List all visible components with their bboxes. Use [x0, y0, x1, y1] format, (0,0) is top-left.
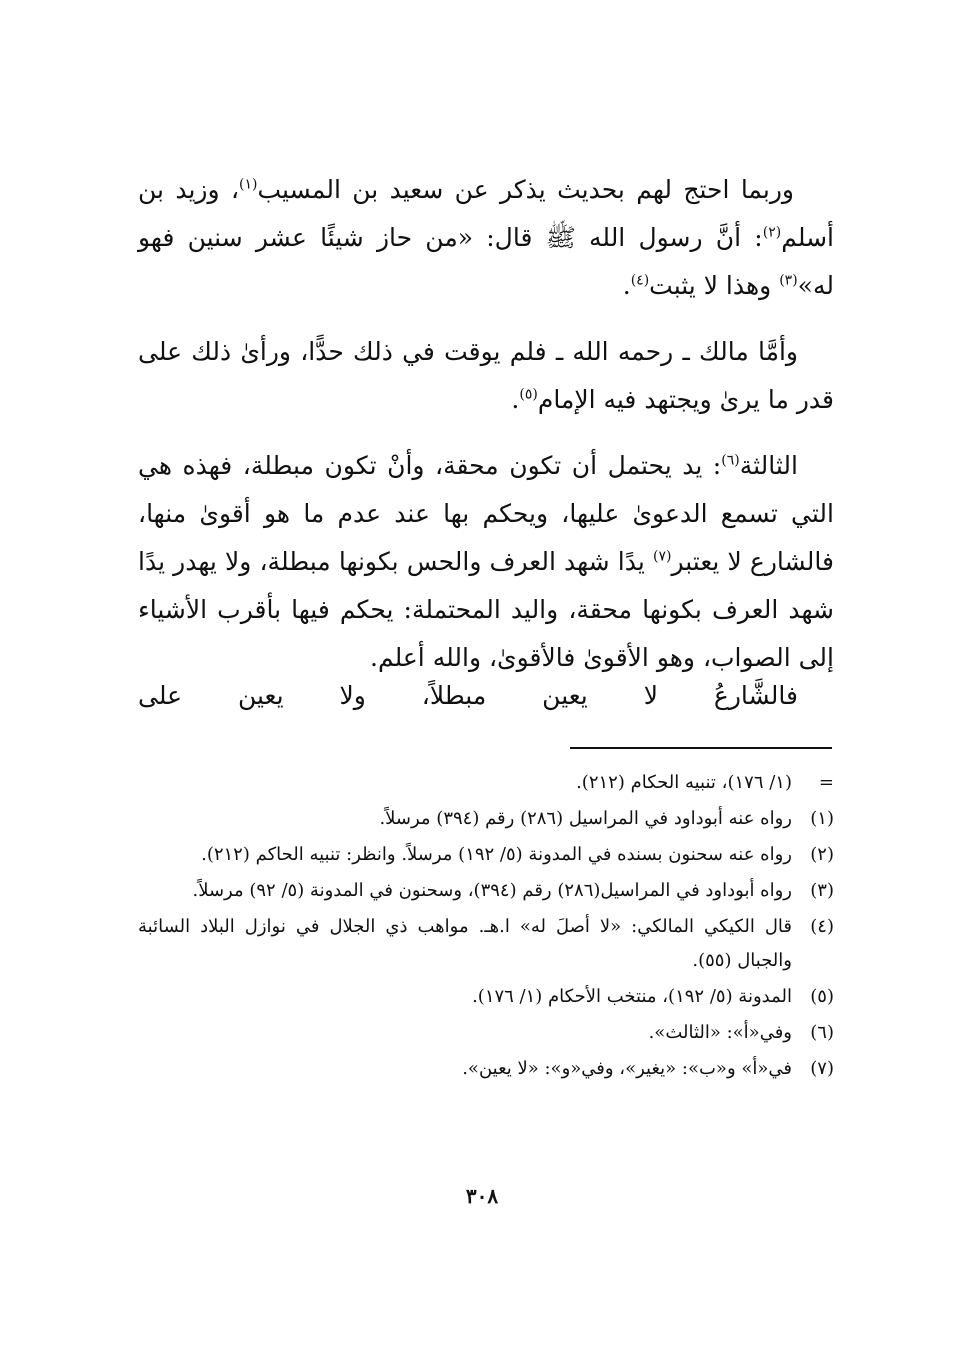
footnote-ref-1: (١) — [239, 176, 258, 193]
footnote-ref-2: (٢) — [762, 224, 782, 241]
footnote-divider — [570, 747, 832, 749]
paragraph-1-text-e: . — [622, 271, 631, 300]
paragraph-1-text-b: ، وزيد بن أسلم — [138, 175, 834, 252]
footnote-text: (١/ ١٧٦)، تنبيه الحكام (٢١٢). — [576, 772, 792, 793]
footnote-item — [138, 802, 834, 836]
paragraph-4: فالشَّارعُ لا يعين مبطلاً، ولا يعين على — [138, 681, 798, 710]
paragraph-3-text-c: يدًا شهد العرف والحس بكونها مبطلة، ولا يهدر يدًا شهد العرف بكونها محقة، واليد المحتملة: يحكم فيها بأقرب الأشياء إلى الصواب، وهو الأقوىٰ فالأقوىٰ، والله أعلم. — [138, 547, 834, 672]
footnote-ref-3: (٣) — [779, 272, 798, 289]
footnote-number: = — [818, 772, 834, 793]
paragraph-1-text-c: : أنَّ رسول الله ﷺ قال: «من حاز شيئًا عشر سنين فهو له» — [138, 223, 834, 300]
paragraph-2 — [138, 328, 834, 424]
paragraph-1-text-a: وربما احتج لهم بحديث يذكر عن سعيد بن المسيب — [257, 175, 794, 204]
footnotes — [138, 766, 834, 1088]
footnote-ref-7: (٧) — [652, 548, 672, 565]
paragraph-3 — [138, 442, 834, 682]
footnote-text: المدونة (٥/ ١٩٢)، منتخب الأحكام (١/ ١٧٦). — [472, 986, 792, 1007]
footnote-item — [138, 1016, 834, 1050]
footnote-number: (١) — [810, 808, 834, 829]
footnote-item — [138, 874, 834, 908]
footnote-text: في«أ» و«ب»: «يغير»، وفي«و»: «لا يعين». — [462, 1058, 792, 1079]
paragraph-1 — [138, 166, 834, 310]
paragraph-3-heading: الثالثة — [739, 451, 798, 480]
footnote-text: رواه أبوداود في المراسيل(٢٨٦) رقم (٣٩٤)، وسحنون في المدونة (٥/ ٩٢) مرسلاً. — [192, 880, 792, 901]
page-number: ٣٠٨ — [465, 1184, 499, 1208]
footnote-text: رواه عنه سحنون بسنده في المدونة (٥/ ١٩٢) مرسلاً. وانظر: تنبيه الحاكم (٢١٢). — [201, 844, 792, 865]
paragraph-2-text: وأمَّا مالك ـ رحمه الله ـ فلم يوقت في ذلك حدًّا، ورأىٰ ذلك على قدر ما يرىٰ ويجتهد فيه الإمام — [138, 337, 834, 414]
footnote-item — [138, 910, 834, 978]
footnote-item — [138, 980, 834, 1014]
footnote-item — [138, 766, 834, 800]
main-text — [138, 166, 834, 700]
footnote-number: (٢) — [810, 844, 834, 865]
footnote-item — [138, 1052, 834, 1086]
footnote-item — [138, 838, 834, 872]
footnote-ref-5: (٥) — [519, 386, 538, 403]
footnote-ref-6: (٦) — [721, 452, 740, 469]
paragraph-3-text-b: : يد يحتمل أن تكون محقة، وأنْ تكون مبطلة، فهذه هي التي تسمع الدعوىٰ عليها، ويحكم بها عند عدم ما هو أقوىٰ منها، فالشارع لا يعتبر — [138, 451, 834, 576]
paragraph-2-end: . — [511, 385, 520, 414]
paragraph-1-text-d: وهذا لا يثبت — [649, 271, 780, 300]
footnote-number: (٣) — [810, 880, 834, 901]
footnote-number: (٥) — [810, 986, 834, 1007]
footnote-number: (٤) — [810, 916, 834, 937]
footnote-ref-4: (٤) — [630, 272, 650, 289]
footnote-text: قال الكيكي المالكي: «لا أصلَ له» ا.هـ. مواهب ذي الجلال في نوازل البلاد السائبة والجبال (٥٥). — [138, 916, 792, 971]
footnote-number: (٧) — [810, 1058, 834, 1079]
footnote-text: رواه عنه أبوداود في المراسيل (٢٨٦) رقم (٣٩٤) مرسلاً. — [379, 808, 792, 829]
footnote-text: وفي«أ»: «الثالث». — [648, 1022, 792, 1043]
footnote-number: (٦) — [810, 1022, 834, 1043]
